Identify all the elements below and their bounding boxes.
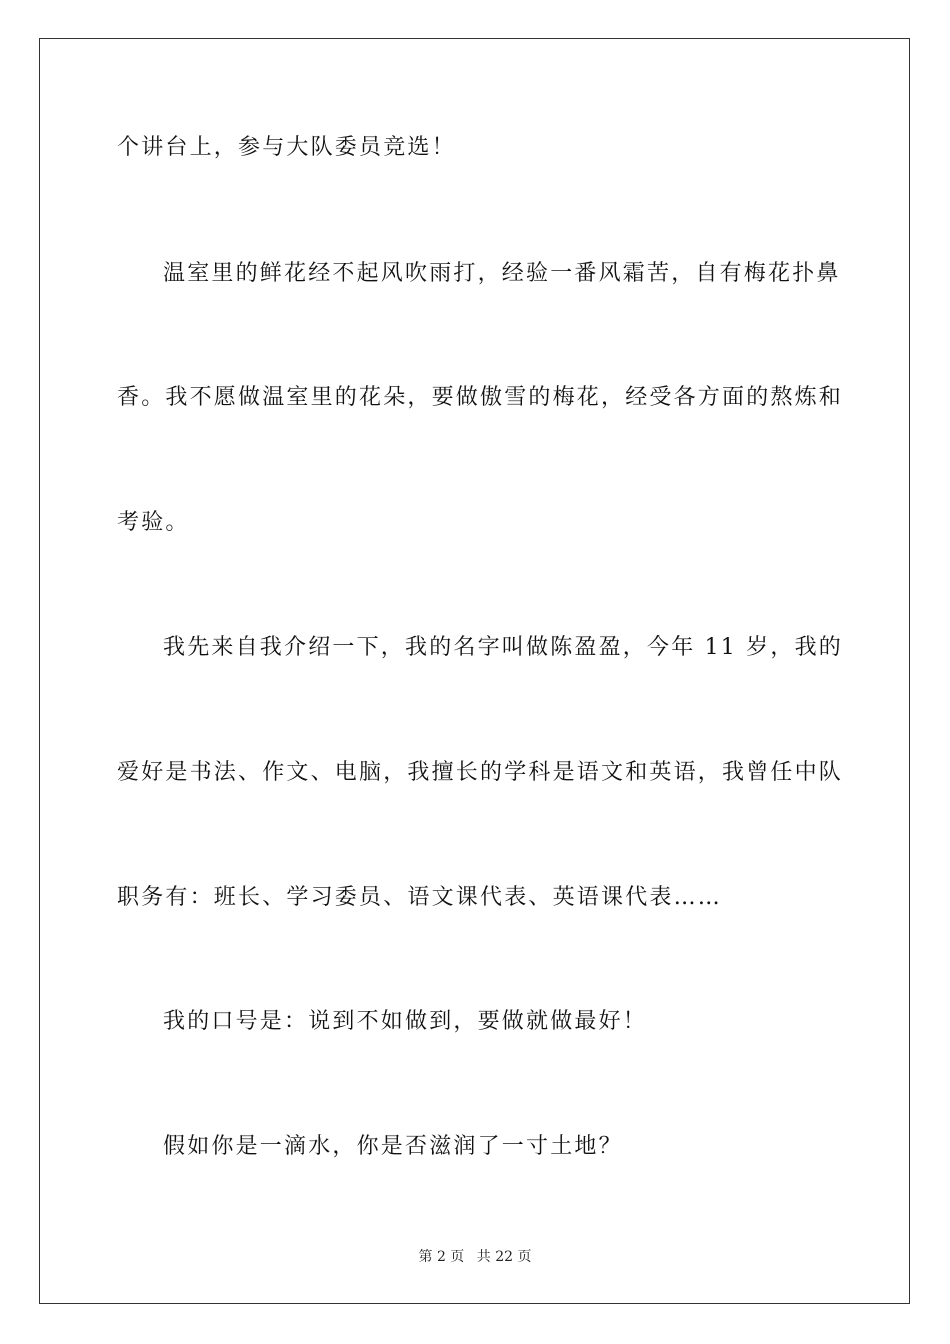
body-line-6: 爱好是书法、作文、电脑，我擅长的学科是语文和英语，我曾任中队 xyxy=(117,760,844,785)
page-border xyxy=(39,38,910,1304)
body-line-1: 个讲台上，参与大队委员竞选！ xyxy=(117,135,456,160)
body-line-3: 香。我不愿做温室里的花朵，要做傲雪的梅花，经受各方面的熬炼和 xyxy=(117,385,844,410)
body-line-2: 温室里的鲜花经不起风吹雨打，经验一番风霜苦，自有梅花扑鼻 xyxy=(163,261,841,286)
page-total: 共 22 页 xyxy=(476,1249,532,1265)
body-line-9: 假如你是一滴水，你是否滋润了一寸土地？ xyxy=(163,1134,623,1159)
body-line-7: 职务有：班长、学习委员、语文课代表、英语课代表…… xyxy=(117,885,723,910)
body-line-8: 我的口号是：说到不如做到，要做就做最好！ xyxy=(163,1009,648,1034)
page-footer xyxy=(0,1248,950,1266)
body-line-5: 我先来自我介绍一下，我的名字叫做陈盈盈，今年 11 岁，我的 xyxy=(163,635,843,660)
page-number: 第 2 页 xyxy=(418,1249,465,1265)
body-line-4: 考验。 xyxy=(117,510,190,535)
